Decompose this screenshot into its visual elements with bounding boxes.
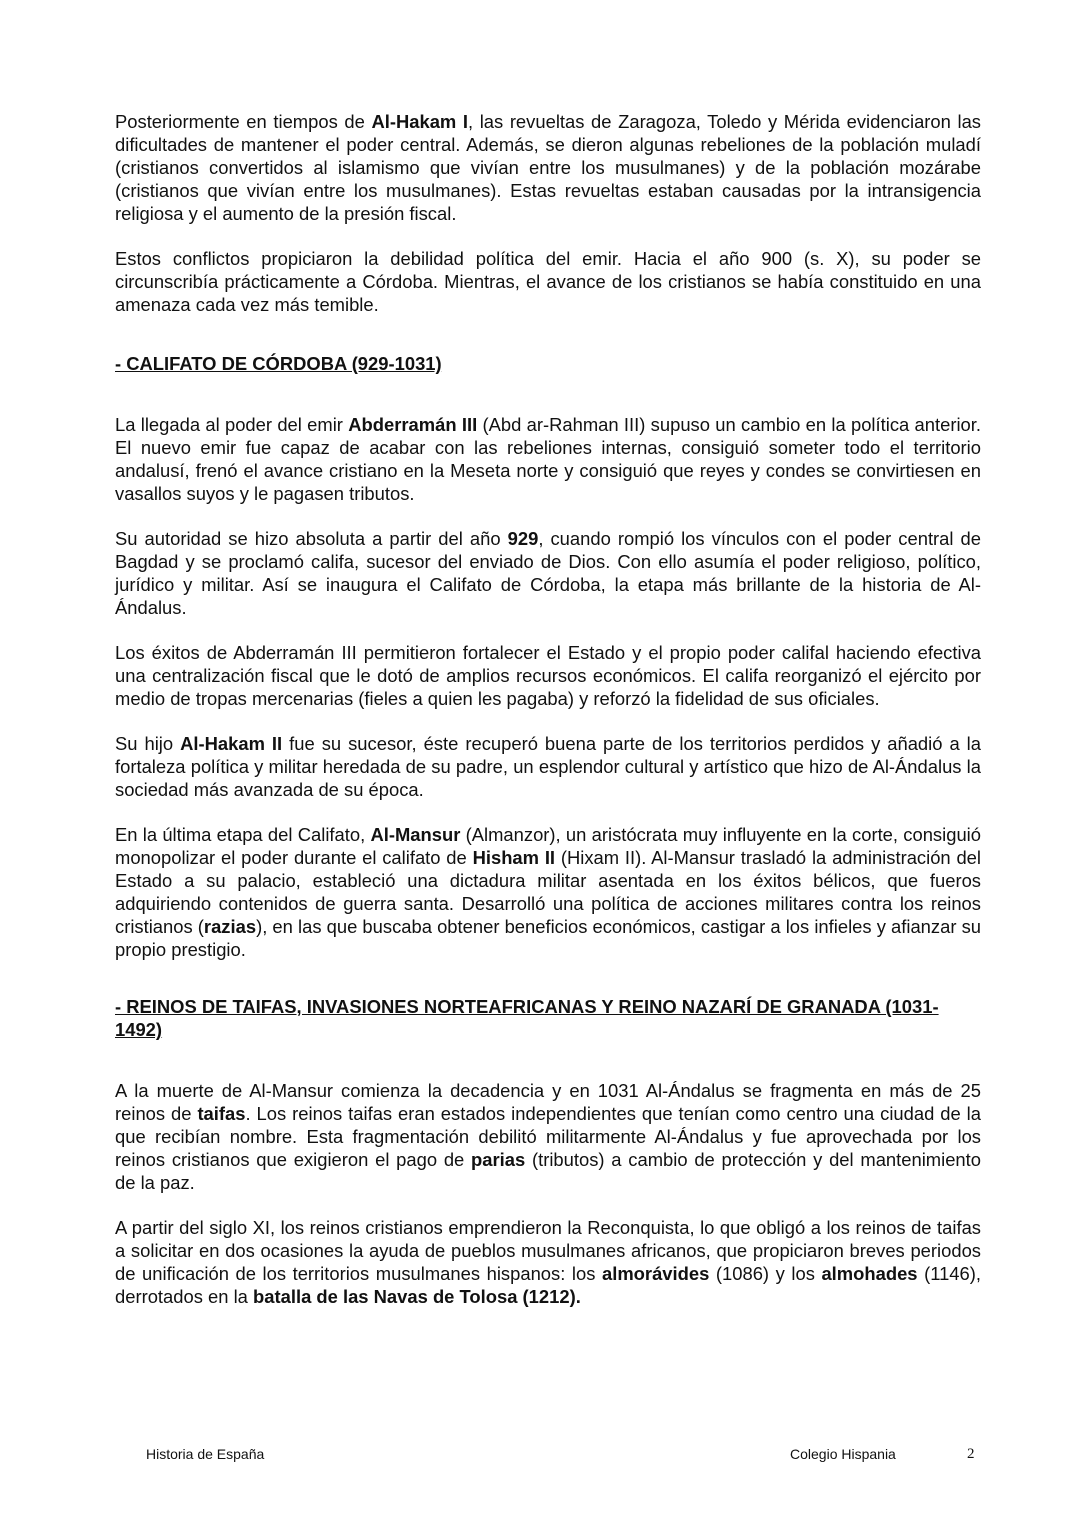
text-run: Los éxitos de Abderramán III permitieron fortalecer el Estado y el propio poder califal haciendo efectiva una centralización fiscal que le dotó de amplios recursos económicos. El califa reorganizó el ejército por medio de tropas mercenarias (fieles a quien les pagaba) y reforzó la fidelidad de sus oficiales. (115, 642, 981, 709)
text-run: La llegada al poder del emir (115, 414, 349, 435)
footer-subject: Historia de España (146, 1446, 265, 1462)
text-run: (tributos) a cambio de protección y del mantenimiento de la paz. (115, 1149, 981, 1193)
text-run: Su hijo (115, 733, 181, 754)
bold-term: Al-Mansur (370, 824, 461, 845)
text-run: Estos conflictos propiciaron la debilidad política del emir. Hacia el año 900 (s. X), su poder se circunscribía prácticamente a Córdoba. Mientras, el avance de los cristianos se había constituido en una amenaza cada vez más temible. (115, 248, 981, 315)
bold-term: almohades (821, 1263, 918, 1284)
paragraph (115, 823, 981, 961)
bold-term: parias (471, 1149, 526, 1170)
paragraph (115, 413, 981, 505)
page-number: 2 (967, 1446, 975, 1462)
section-taifas-body (115, 1079, 981, 1308)
bold-term: almorávides (601, 1263, 710, 1284)
bold-term: razias (203, 916, 257, 937)
text-run: fue su sucesor, éste recuperó buena parte de los territorios perdidos y añadió a la fortaleza política y militar heredada de su padre, un esplendor cultural y artístico que hizo de Al-Ándalus la sociedad más avanzada de su época. (115, 733, 981, 800)
paragraph (115, 1216, 981, 1308)
paragraph (115, 110, 981, 225)
text-run: (Almanzor), un aristócrata muy influyente en la corte, consiguió monopolizar el poder durante el califato de (115, 824, 981, 868)
bold-term: batalla de las Navas de Tolosa (1212). (253, 1286, 581, 1307)
text-run: A partir del siglo XI, los reinos cristianos emprendieron la Reconquista, lo que obligó a los reinos de taifas a solicitar en dos ocasiones la ayuda de pueblos musulmanes africanos, que propiciaron breves periodos de unificación de los territorios musulmanes hispanos: los (115, 1217, 981, 1284)
text-run: Posteriormente en tiempos de (115, 111, 372, 132)
bold-term: Abderramán III (348, 414, 478, 435)
bold-term: Al-Hakam II (180, 733, 283, 754)
intro-paragraphs (115, 110, 981, 316)
section-heading-califato: - CALIFATO DE CÓRDOBA (929-1031) (115, 353, 442, 374)
text-run: A la muerte de Al-Mansur comienza la decadencia y en 1031 Al-Ándalus se fragmenta en más de 25 reinos de (115, 1080, 981, 1124)
bold-term: 929 (507, 528, 539, 549)
footer-school: Colegio Hispania (790, 1446, 896, 1462)
text-run: . Los reinos taifas eran estados independientes que tenían como centro una ciudad de la que recibían nombre. Esta fragmentación debilitó militarmente Al-Ándalus y fue aprovechada por los reinos cristianos que exigieron el pago de (115, 1103, 981, 1170)
text-run: (Abd ar-Rahman III) supuso un cambio en la política anterior. El nuevo emir fue capaz de acabar con las rebeliones internas, consiguió someter todo el territorio andalusí, frenó el avance cristiano en la Meseta norte y consiguió que reyes y condes se convirtiesen en vasallos suyos y le pagasen tributos. (115, 414, 981, 504)
paragraph (115, 732, 981, 801)
page-footer (0, 1446, 1080, 1466)
paragraph (115, 1079, 981, 1194)
paragraph (115, 527, 981, 619)
bold-term: Al-Hakam I (371, 111, 468, 132)
section-heading-taifas: - REINOS DE TAIFAS, INVASIONES NORTEAFRICANAS Y REINO NAZARÍ DE GRANADA (1031-1492) (115, 996, 939, 1040)
paragraph (115, 641, 981, 710)
text-run: , cuando rompió los vínculos con el poder central de Bagdad y se proclamó califa, sucesor del enviado de Dios. Con ello asumía el poder religioso, político, jurídico y militar. Así se inaugura el Califato de Córdoba, la etapa más brillante de la historia de Al-Ándalus. (115, 528, 981, 618)
text-run: (1146), derrotados en la (115, 1263, 982, 1307)
text-run: ), en las que buscaba obtener beneficios económicos, castigar a los infieles y afianzar su propio prestigio. (115, 916, 981, 960)
bold-term: Hisham II (472, 847, 556, 868)
text-run: , las revueltas de Zaragoza, Toledo y Mérida evidenciaron las dificultades de mantener el poder central. Además, se dieron algunas rebeliones de la población muladí (cristianos convertidos al islamismo que vivían entre los musulmanes) y de la población mozárabe (cristianos que vivían entre los musulmanes). Estas revueltas estaban causadas por la intransigencia religiosa y el aumento de la presión fiscal. (115, 111, 981, 224)
paragraph (115, 247, 981, 316)
text-run: En la última etapa del Califato, (115, 824, 371, 845)
text-run: Su autoridad se hizo absoluta a partir del año (115, 528, 508, 549)
section-califato-body (115, 413, 981, 961)
text-run: (Hixam II). Al-Mansur trasladó la administración del Estado a su palacio, estableció una dictadura militar asentada en los éxitos bélicos, que fueros adquiriendo contenidos de guerra santa. Desarrolló una política de acciones militares contra los reinos cristianos ( (115, 847, 981, 937)
bold-term: taifas (197, 1103, 246, 1124)
text-run: (1086) y los (709, 1263, 822, 1284)
